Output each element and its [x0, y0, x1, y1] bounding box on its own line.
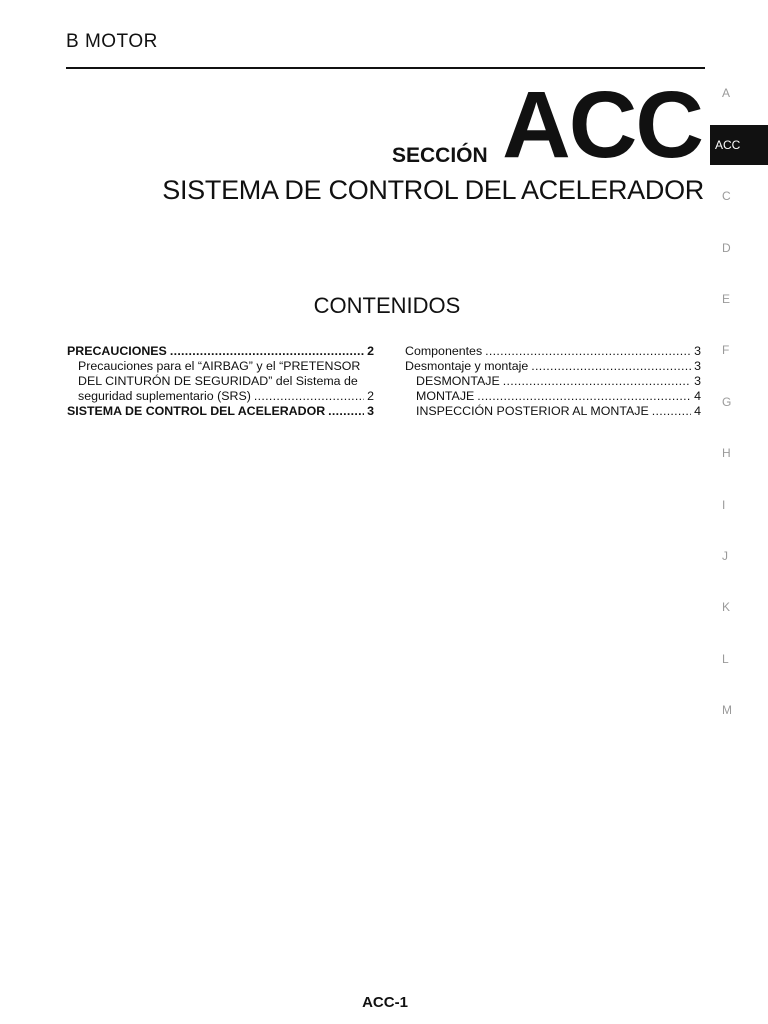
- section-title: SISTEMA DE CONTROL DEL ACELERADOR: [162, 175, 704, 205]
- toc-leader-dots: [503, 374, 691, 389]
- side-index-tab-c[interactable]: C: [722, 189, 731, 204]
- toc-page-number: 4: [694, 389, 701, 403]
- footer-page-number: ACC-1: [362, 994, 408, 1011]
- side-index-tab-acc-active[interactable]: ACC: [710, 125, 768, 165]
- toc-leader-dots: [477, 389, 691, 404]
- toc-page-number: 3: [367, 404, 374, 418]
- side-index-tab-e[interactable]: E: [722, 291, 731, 306]
- toc-entry-sistema[interactable]: [67, 404, 374, 419]
- toc-left-column: [67, 344, 374, 419]
- toc-right-column: [405, 344, 701, 419]
- side-index-tab-h[interactable]: H: [722, 446, 731, 461]
- toc-entry-montaje[interactable]: [405, 389, 701, 404]
- toc-page-number: 4: [694, 404, 701, 418]
- side-index-tab-a[interactable]: A: [722, 86, 731, 100]
- toc-leader-dots: [328, 404, 364, 419]
- toc-leader-dots: [170, 344, 364, 359]
- toc-label-line-1: Precauciones para el “AIRBAG” y el “PRETENSOR: [78, 359, 361, 373]
- toc-entry-precauciones[interactable]: [67, 344, 374, 359]
- section-word: SECCIÓN: [392, 144, 488, 167]
- header-section-label: B MOTOR: [66, 31, 158, 52]
- toc-leader-dots: [485, 344, 691, 359]
- side-index-tabs: [710, 83, 768, 751]
- toc-label: MONTAJE: [416, 389, 475, 403]
- side-index-tab-i[interactable]: I: [722, 497, 726, 512]
- toc-entry-inspeccion[interactable]: [405, 404, 701, 419]
- toc-label-line-3-row: [78, 389, 374, 404]
- toc-page-number: 3: [694, 359, 701, 373]
- toc-label: INSPECCIÓN POSTERIOR AL MONTAJE: [416, 404, 649, 418]
- toc-entry-desmontaje-y-montaje[interactable]: [405, 359, 701, 374]
- side-index-tab-l[interactable]: L: [722, 651, 729, 666]
- side-index-tab-g[interactable]: G: [722, 394, 732, 409]
- toc-label: Desmontaje y montaje: [405, 359, 529, 373]
- toc-leader-dots: [254, 389, 364, 404]
- section-code: ACC: [502, 72, 702, 178]
- toc-entry-desmontaje[interactable]: [405, 374, 701, 389]
- side-index-tab-m[interactable]: M: [722, 703, 732, 718]
- toc-label: SISTEMA DE CONTROL DEL ACELERADOR: [67, 404, 326, 418]
- toc-entry-componentes[interactable]: [405, 344, 701, 359]
- side-index-tab-f[interactable]: F: [722, 343, 730, 358]
- toc-label: Componentes: [405, 344, 483, 358]
- toc-page-number: 3: [694, 344, 701, 358]
- toc-entry-airbag[interactable]: [67, 359, 374, 404]
- toc-page-number: 3: [694, 374, 701, 388]
- toc-leader-dots: [652, 404, 691, 419]
- side-index-tab-j[interactable]: J: [722, 548, 728, 563]
- toc-label: DESMONTAJE: [416, 374, 500, 388]
- toc-label-line-2: DEL CINTURÓN DE SEGURIDAD” del Sistema de: [78, 374, 358, 388]
- side-index-tab-d[interactable]: D: [722, 240, 731, 255]
- toc-leader-dots: [531, 359, 691, 374]
- toc-label-line-3: seguridad suplementario (SRS): [78, 389, 251, 403]
- side-index-tab-k[interactable]: K: [722, 600, 731, 615]
- toc-page-number: 2: [367, 344, 374, 358]
- toc-page-number: 2: [367, 389, 374, 403]
- toc-label: PRECAUCIONES: [67, 344, 167, 358]
- header-rule: [66, 67, 705, 69]
- contents-title: CONTENIDOS: [313, 293, 461, 318]
